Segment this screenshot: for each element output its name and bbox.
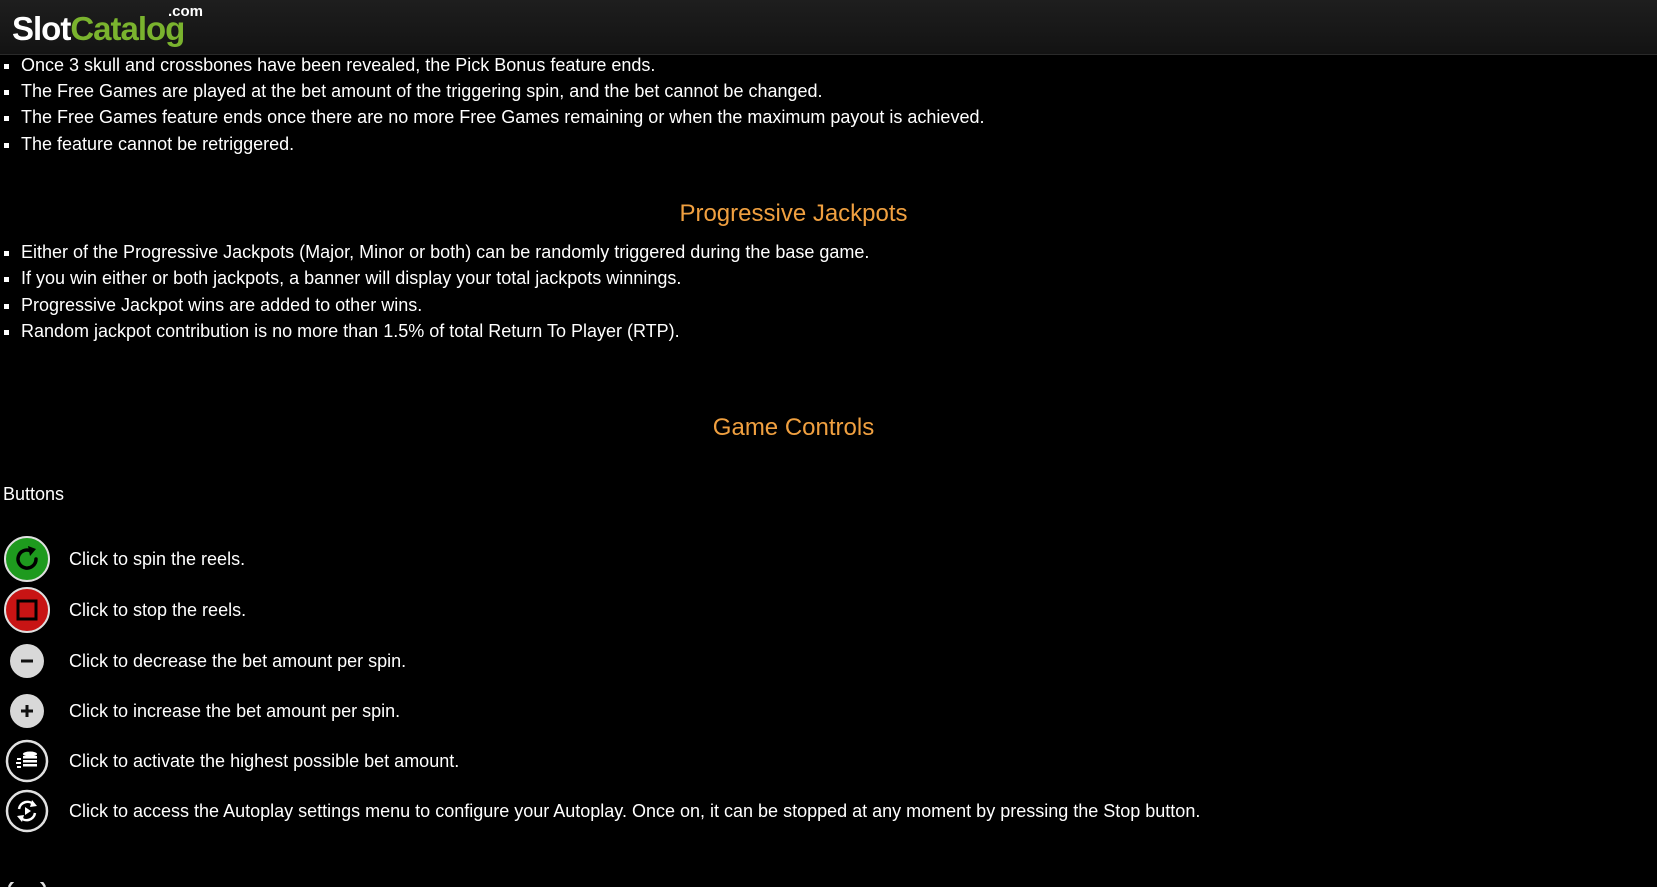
list-item-text: Once 3 skull and crossbones have been revealed, the Pick Bonus feature ends. [21,55,656,75]
control-description: Click to spin the reels. [69,549,246,569]
bullet-square-icon [4,64,9,69]
control-description: Click to stop the reels. [69,600,247,620]
list-item-text: The Free Games feature ends once there are no more Free Games remaining or when the maximum payout is achieved. [21,107,985,127]
control-row-stop [0,585,1500,635]
logo-text-catalog: Catalog [70,10,185,47]
logo-text-slot: Slot [12,10,71,47]
list-item [21,241,869,263]
list-item [21,294,422,316]
list-item-text: If you win either or both jackpots, a banner will display your total jackpots winnings. [21,268,682,288]
bullet-square-icon [4,143,9,148]
list-item [21,80,823,102]
bullet-square-icon [4,251,9,256]
top-bar [0,0,1657,55]
list-item-text: Either of the Progressive Jackpots (Major, Minor or both) can be randomly triggered during the base game. [21,242,870,262]
bullet-square-icon [4,330,9,335]
control-row-increase-bet [0,686,1500,736]
minus-icon [4,638,50,684]
list-item-text: The feature cannot be retriggered. [21,134,295,154]
control-row-autoplay [0,786,1500,836]
slotcatalog-logo[interactable] [12,3,204,54]
max-bet-coins-icon [4,738,50,784]
logo-text-com: .com [168,3,204,20]
control-row-max-bet [0,736,1500,786]
control-description: Click to activate the highest possible bet amount. [69,751,460,771]
list-item-text: Progressive Jackpot wins are added to other wins. [21,295,423,315]
next-control-icon [4,882,50,887]
list-item-text: Random jackpot contribution is no more than 1.5% of total Return To Player (RTP). [21,321,680,341]
list-item [21,106,984,128]
progressive-jackpots-heading: Progressive Jackpots [679,200,908,227]
buttons-subheading: Buttons [3,484,65,504]
list-item-text: The Free Games are played at the bet amount of the triggering spin, and the bet cannot be changed. [21,81,823,101]
bullet-square-icon [4,90,9,95]
autoplay-icon [4,788,50,834]
control-description: Click to access the Autoplay settings menu to configure your Autoplay. Once on, it can be stopped at any moment by pressing the Stop button. [69,801,1201,821]
list-item [21,54,655,76]
list-item [21,320,680,342]
list-item [21,133,294,155]
bullet-square-icon [4,277,9,282]
spin-icon [4,536,50,582]
bullet-square-icon [4,116,9,121]
control-description: Click to decrease the bet amount per spin. [69,651,407,671]
control-description: Click to increase the bet amount per spin. [69,701,401,721]
game-controls-heading: Game Controls [712,414,875,441]
list-item [21,267,681,289]
control-row-spin [0,534,1500,584]
plus-icon [4,688,50,734]
bullet-square-icon [4,304,9,309]
stop-icon [4,587,50,633]
control-row-decrease-bet [0,636,1500,686]
